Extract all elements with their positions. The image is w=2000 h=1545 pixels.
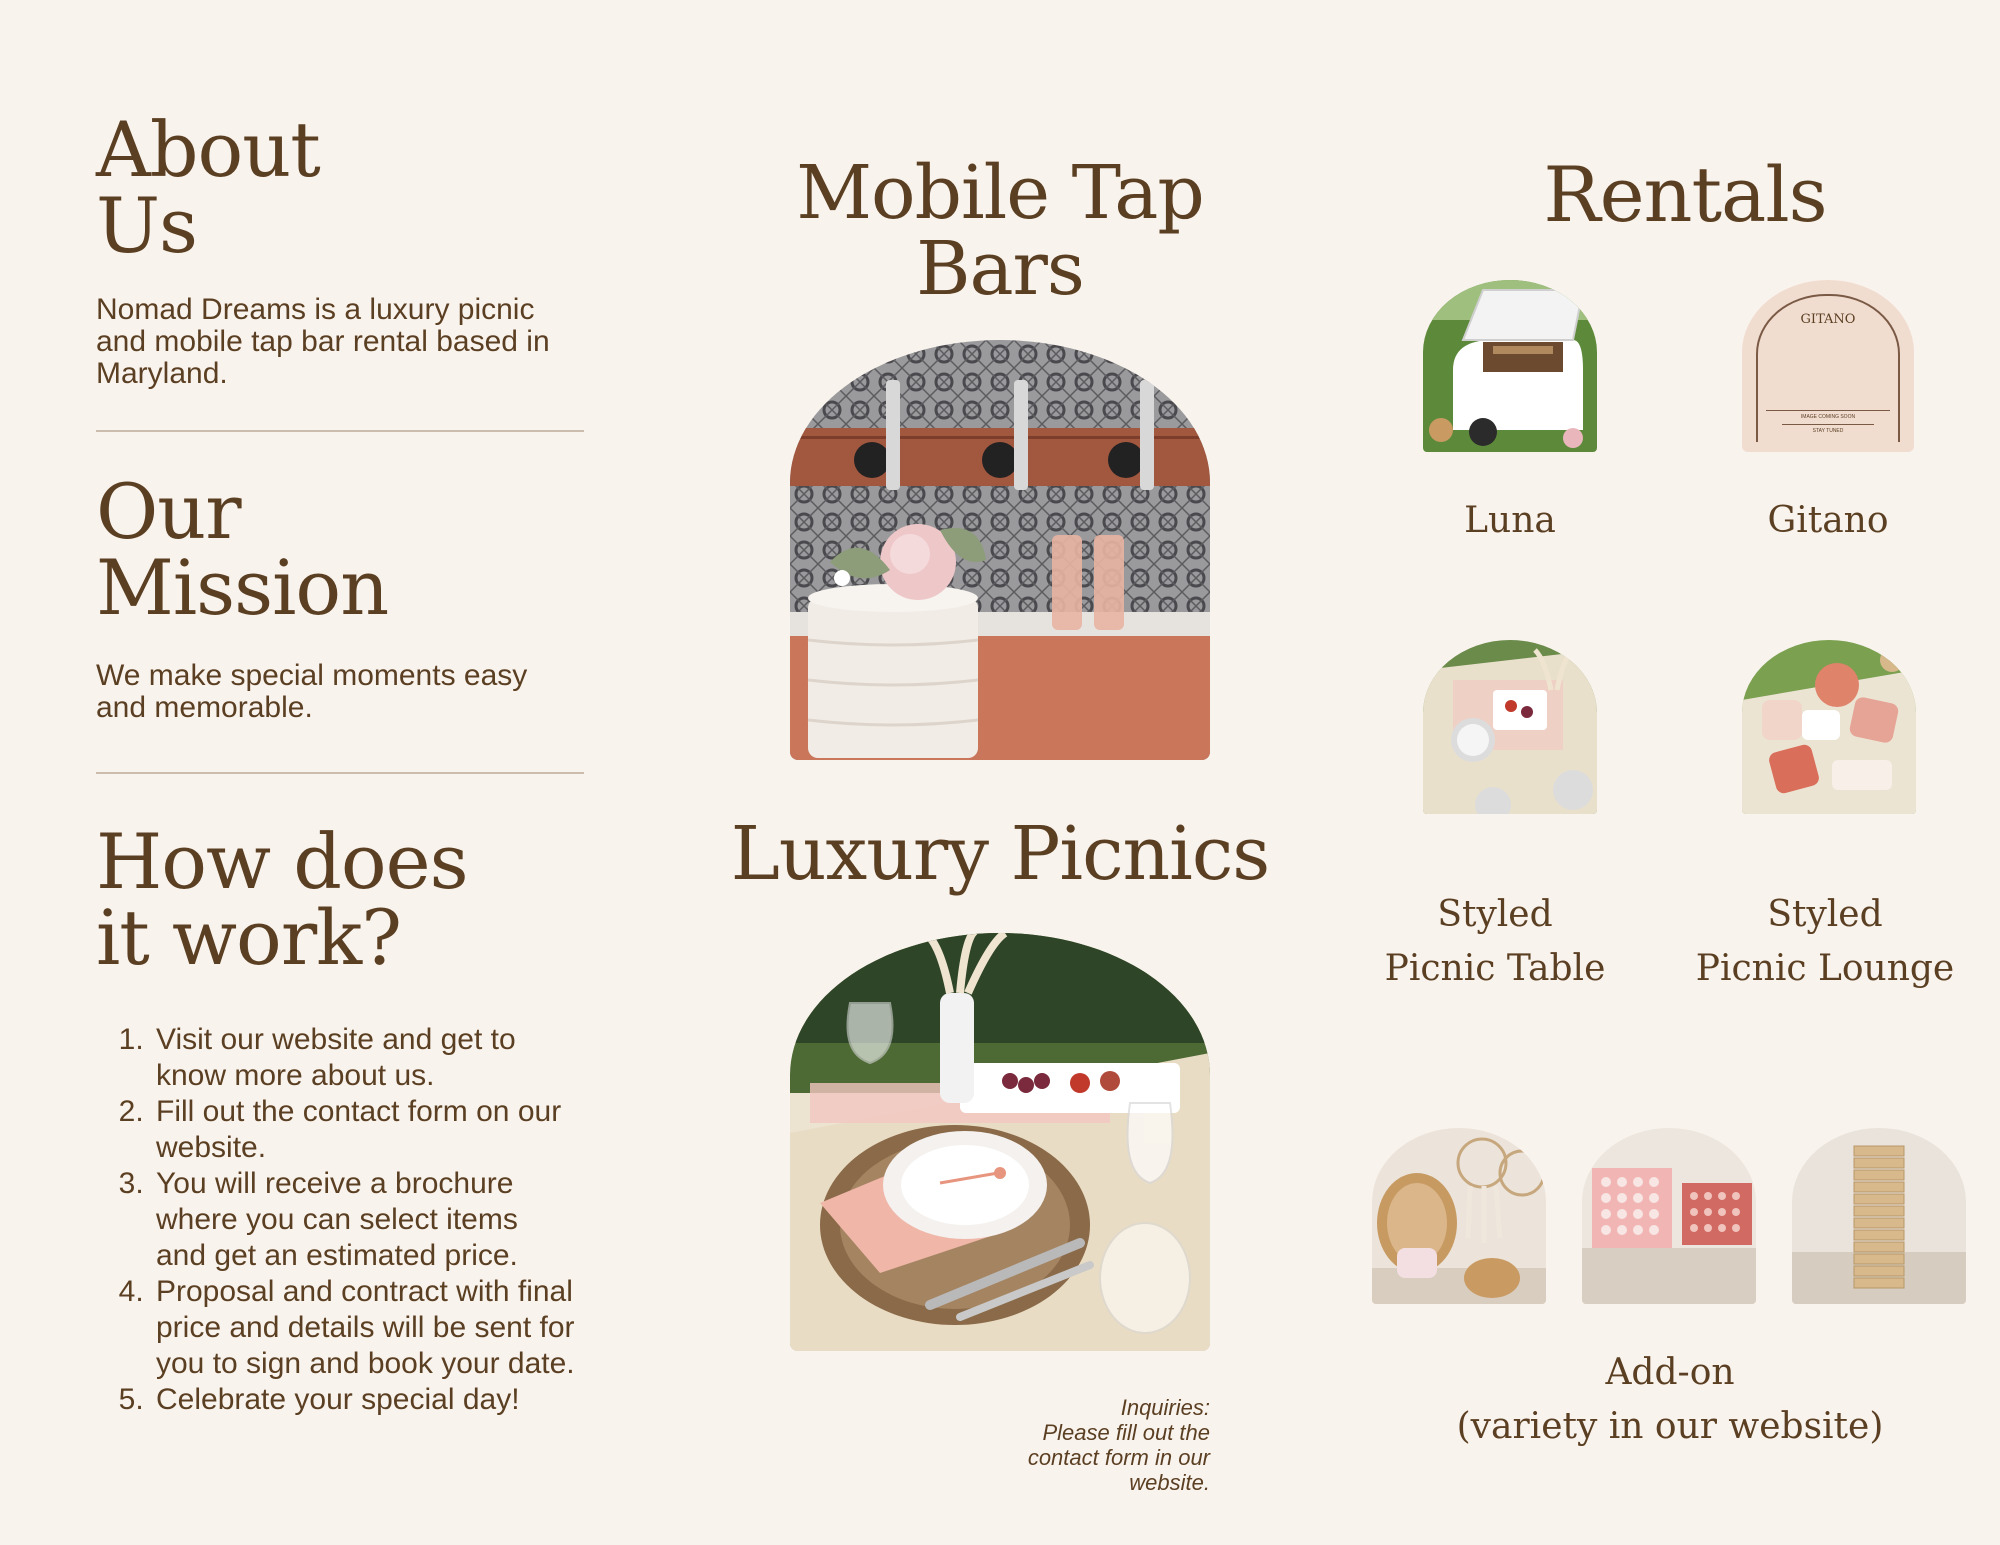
tapbar-photo	[790, 340, 1210, 760]
luna-photo	[1423, 280, 1597, 452]
how-title-line1: How does	[96, 817, 468, 906]
how-steps	[96, 1022, 576, 1418]
about-title-line1: About	[96, 105, 320, 194]
tapbars-title-line2: Bars	[916, 226, 1084, 312]
gitano-stay-tuned: STAY TUNED	[1812, 428, 1844, 434]
addon-photo-jenga	[1792, 1128, 1966, 1304]
addon-peacock-illustration	[1372, 1128, 1546, 1304]
step-3: 3. You will receive a brochure where you can select items and get an estimated price.	[152, 1166, 576, 1274]
addon-jenga-illustration	[1792, 1128, 1966, 1304]
addon-caption-line2: (variety in our website)	[1456, 1406, 1884, 1447]
tapbars-title-line1: Mobile Tap	[796, 150, 1204, 236]
gitano-brand: GITANO	[1800, 312, 1856, 327]
divider-1	[96, 430, 584, 432]
about-body: Nomad Dreams is a luxury picnic and mobile tap bar rental based in Maryland.	[96, 293, 550, 390]
picnic-lounge-caption	[1690, 888, 1960, 996]
picnic-table-photo	[1423, 640, 1597, 814]
inquiry-line1: Inquiries:	[1120, 1395, 1210, 1420]
gitano-coming-soon: IMAGE COMING SOON	[1800, 414, 1856, 420]
addon-caption-line1: Add-on	[1605, 1352, 1735, 1393]
about-section	[96, 105, 596, 270]
inquiry-line2: Please fill out the	[1042, 1420, 1210, 1445]
step-1: 1. Visit our website and get to know more about us.	[152, 1022, 576, 1094]
gitano-placeholder	[1742, 280, 1914, 452]
how-title	[96, 817, 468, 982]
luna-caption: Luna	[1464, 500, 1556, 541]
step-4: 4. Proposal and contract with final price and details will be sent for you to sign and book your date.	[152, 1274, 576, 1382]
gitano-rule-2	[1782, 424, 1874, 425]
gitano-caption: Gitano	[1767, 500, 1889, 541]
picnic-lounge-photo	[1742, 640, 1916, 814]
steps-list	[96, 1022, 576, 1418]
addon-photo-connect4	[1582, 1128, 1756, 1304]
step-5: 5. Celebrate your special day!	[152, 1382, 576, 1418]
mission-title	[96, 467, 389, 632]
picnic-table-illustration	[1423, 640, 1597, 814]
rentals-title: Rentals	[1543, 150, 1827, 239]
picnic-table-caption-line1: Styled	[1437, 894, 1553, 935]
inquiry-line3: contact form in our	[1027, 1445, 1210, 1470]
luna-illustration	[1423, 280, 1597, 452]
picnic-illustration	[790, 933, 1210, 1351]
mission-title-line2: Mission	[96, 543, 389, 632]
mission-title-line1: Our	[96, 467, 241, 556]
picnic-lounge-caption-line2: Picnic Lounge	[1695, 948, 1955, 989]
addon-connect4-illustration	[1582, 1128, 1756, 1304]
about-title-line2: Us	[96, 181, 198, 270]
addon-caption	[1430, 1346, 1910, 1454]
step-2: 2. Fill out the contact form on our website.	[152, 1094, 576, 1166]
picnic-table-caption-line2: Picnic Table	[1384, 948, 1606, 989]
inquiry-note	[960, 1395, 1210, 1495]
picnic-photo	[790, 933, 1210, 1351]
picnic-table-caption	[1375, 888, 1615, 996]
picnic-lounge-caption-line1: Styled	[1767, 894, 1883, 935]
gitano-rule-1	[1766, 410, 1890, 411]
mission-body: We make special moments easy and memorable.	[96, 659, 528, 724]
tapbar-illustration	[790, 340, 1210, 760]
divider-2	[96, 772, 584, 774]
picnic-lounge-illustration	[1742, 640, 1916, 814]
how-title-line2: it work?	[96, 893, 401, 982]
addon-photo-peacock	[1372, 1128, 1546, 1304]
tapbars-title	[740, 150, 1260, 312]
picnics-title: Luxury Picnics	[730, 811, 1270, 897]
inquiry-line4: website.	[1129, 1470, 1210, 1495]
about-title	[96, 105, 596, 270]
